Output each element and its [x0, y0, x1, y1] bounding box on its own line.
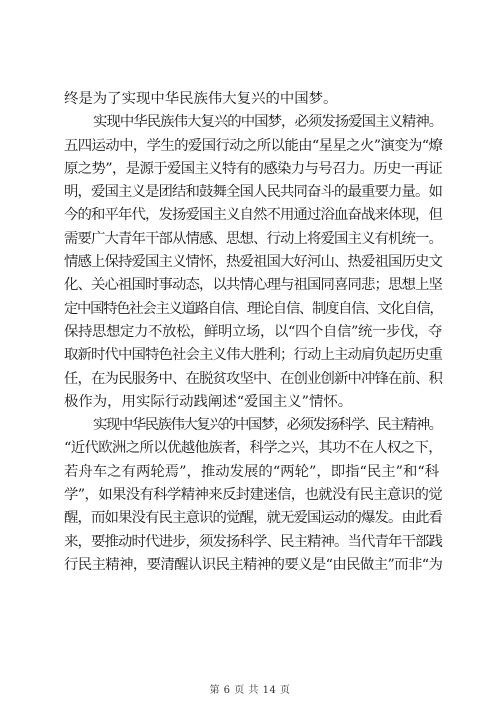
text-line: 明，爱国主义是团结和鼓舞全国人民共同奋斗的最重要力量。如	[64, 184, 443, 201]
text-line: 学”，如果没有科学精神来反封建迷信，也就没有民主意识的觉	[64, 487, 442, 504]
text-line: 情感上保持爱国主义情怀，热爱祖国大好河山、热爱祖国历史文	[64, 254, 443, 271]
text-line: 实现中华民族伟大复兴的中国梦，必须发扬科学、民主精神。	[93, 417, 442, 434]
text-line: 实现中华民族伟大复兴的中国梦，必须发扬爱国主义精神。	[93, 114, 443, 131]
text-line: 五四运动中，学生的爱国行动之所以能由“星星之火”演变为“燎	[64, 137, 443, 154]
paragraph	[64, 111, 442, 414]
text-line: 需要广大青年干部从情感、思想、行动上将爱国主义有机统一。	[64, 230, 443, 247]
text-line: 来，要推动时代进步，须发扬科学、民主精神。当代青年干部践	[64, 533, 443, 550]
text-line: 终是为了实现中华民族伟大复兴的中国梦。	[64, 91, 338, 107]
text-line: 行民主精神，要清醒认识民主精神的要义是“由民做主”而非“为	[64, 556, 443, 573]
text-line: 原之势”，是源于爱国主义特有的感染力与号召力。历史一再证	[64, 160, 442, 177]
text-line: 化、关心祖国时事动态，以共情心理与祖国同喜同悲；思想上坚	[64, 277, 443, 294]
text-line: 若舟车之有两轮焉”，推动发展的“两轮”，即指“民主”和“科	[64, 463, 440, 480]
text-line: 醒，而如果没有民主意识的觉醒，就无爱国运动的爆发。由此看	[64, 510, 443, 527]
document-body	[64, 88, 442, 577]
text-line: 定中国特色社会主义道路自信、理论自信、制度自信、文化自信，	[64, 300, 443, 317]
text-line: 极作为，用实际行动践阐述“爱国主义”情怀。	[64, 393, 353, 410]
paragraph	[64, 414, 442, 577]
text-line: 今的和平年代，发扬爱国主义自然不用通过浴血奋战来体现，但	[64, 207, 443, 224]
text-line: “近代欧洲之所以优越他族者，科学之兴，其功不在人权之下，	[64, 440, 442, 457]
paragraph	[64, 88, 442, 111]
text-line: 任，在为民服务中、在脱贫攻坚中、在创业创新中冲锋在前、积	[64, 370, 443, 387]
text-line: 取新时代中国特色社会主义伟大胜利；行动上主动肩负起历史重	[64, 347, 443, 364]
page-number-footer: 第 6 页 共 14 页	[209, 685, 291, 696]
text-line: 保持思想定力不放松，鲜明立场，以“四个自信”统一步伐，夺	[64, 323, 442, 340]
